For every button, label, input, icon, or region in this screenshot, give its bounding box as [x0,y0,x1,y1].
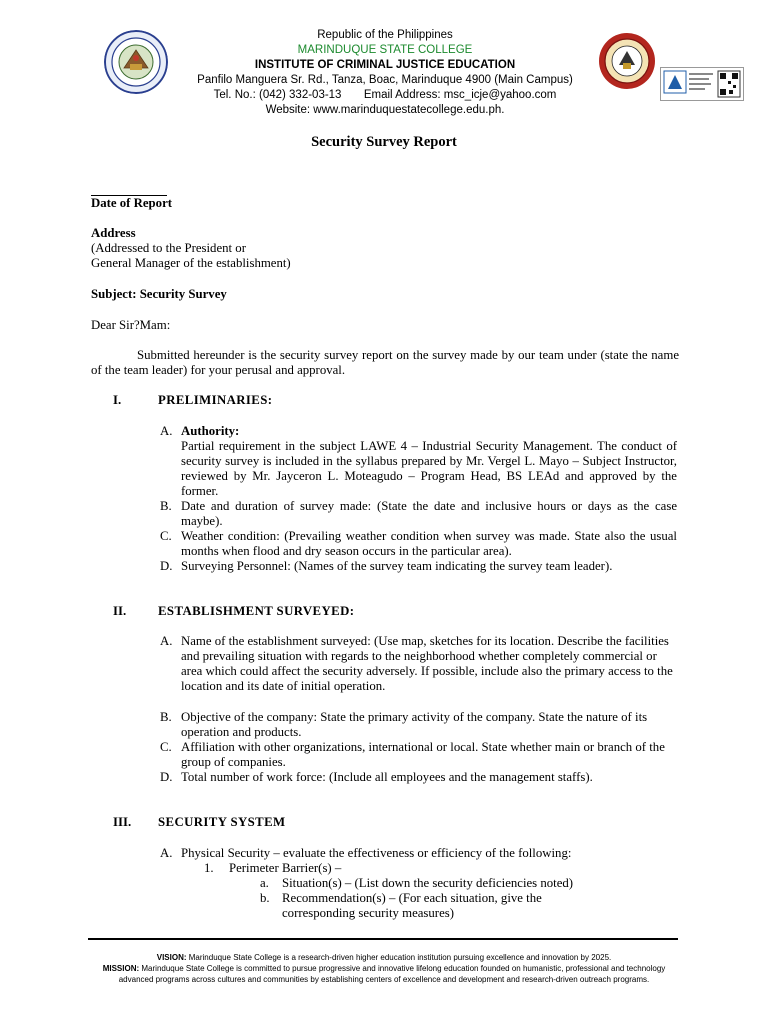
list-marker: D. [160,559,173,573]
mission-line [86,963,682,985]
list-marker: b. [260,891,270,905]
college-seal-icon [104,30,168,94]
section-number: III. [113,815,132,829]
list-marker: A. [160,634,173,648]
list-marker: C. [160,529,172,543]
list-item: Surveying Personnel: (Names of the survey team indicating the survey team leader). [181,559,613,573]
republic-line: Republic of the Philippines [317,29,453,41]
list-marker: 1. [204,861,214,875]
address-label: Address [91,226,136,240]
address-note-line-1: (Addressed to the President or [91,241,246,255]
letterhead-text [160,28,610,118]
iso-certification-icon [660,67,744,101]
list-item: Objective of the company: State the primary activity of the company. State the nature of its operation and products. [181,710,648,739]
vision-text: Marinduque State College is a research-driven higher education institution pursuing excellence and innovation by 2025. [188,953,612,962]
date-of-report-label: Date of Report [91,196,173,210]
list-marker: D. [160,770,173,784]
footer-vision-mission [86,952,682,985]
list-item: Situation(s) – (List down the security deficiencies noted) [282,876,574,890]
section-heading: SECURITY SYSTEM [158,815,286,829]
list-marker: A. [160,424,173,438]
list-marker: A. [160,846,173,860]
college-address: Panfilo Manguera Sr. Rd., Tanza, Boac, Marinduque 4900 (Main Campus) [197,74,573,86]
subject-line: Subject: Security Survey [91,287,227,301]
section-heading: PRELIMINARIES: [158,393,273,407]
list-marker: a. [260,876,269,890]
authority-text: Partial requirement in the subject LAWE 4 – Industrial Security Management. The conduct of security survey is included in the syllabus prepared by Mr. Vergel L. Mayo – Subject Instructor, reviewed by Mr. Jayceron L. Moteagudo – Program Head, BS LEAd and approved by the former. [181,439,677,498]
list-item: Total number of work force: (Include all employees and the management staffs). [181,770,593,784]
college-name: MARINDUQUE STATE COLLEGE [297,44,473,56]
list-item: Perimeter Barrier(s) – [229,861,342,875]
mission-label: MISSION: [102,964,140,973]
college-website: Website: www.marinduquestatecollege.edu.ph. [265,104,505,116]
list-item: Name of the establishment surveyed: (Use map, sketches for its location. Describe the facilities and prevailing situation with regards to the neighborhood whether completely commercial or area which could affect the security adversely. If possible, include also the primary access to the location and its date of initial operation. [181,634,673,693]
college-contact: Tel. No.: (042) 332-03-13 Email Address: msc_icje@yahoo.com [213,89,557,101]
list-marker: B. [160,710,172,724]
list-marker: B. [160,499,172,513]
list-item: Date and duration of survey made: (State the date and inclusive hours or days as the case maybe). [181,499,677,528]
section-number: II. [113,604,127,618]
institute-name: INSTITUTE OF CRIMINAL JUSTICE EDUCATION [254,59,516,71]
list-item: Physical Security – evaluate the effectiveness or efficiency of the following: [181,846,572,860]
report-title: Security Survey Report [311,134,457,150]
intro-paragraph: Submitted hereunder is the security survey report on the survey made by our team under (state the name of the team leader) for your perusal and approval. [91,348,679,377]
salutation: Dear Sir?Mam: [91,318,171,332]
section-number: I. [113,393,122,407]
list-marker: C. [160,740,172,754]
list-item: Recommendation(s) – (For each situation, give the corresponding security measures) [282,891,542,920]
vision-line [86,952,682,963]
list-item: Weather condition: (Prevailing weather condition when survey was made. State also the usual months when flood and dry season occurs in the particular area). [181,529,677,558]
vision-label: VISION: [156,953,187,962]
mission-text: Marinduque State College is committed to pursue progressive and innovative lifelong education founded on humanistic, professional and technology advanced programs across cultures and communities by establishing centers of excellence and development and research-driven outreach programs. [118,964,666,984]
icje-seal-icon [598,32,656,90]
authority-label: Authority: [181,424,240,438]
footer-divider [88,938,678,940]
section-heading: ESTABLISHMENT SURVEYED: [158,604,355,618]
address-note-line-2: General Manager of the establishment) [91,256,291,270]
list-item: Affiliation with other organizations, international or local. State whether main or branch of the group of companies. [181,740,665,769]
